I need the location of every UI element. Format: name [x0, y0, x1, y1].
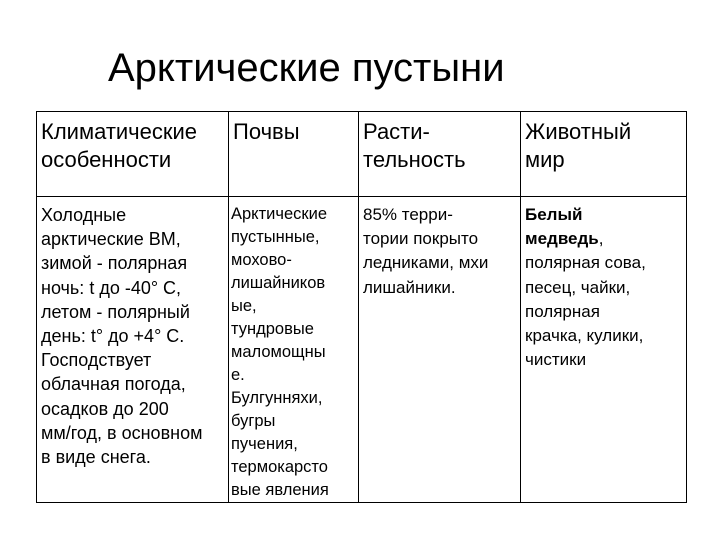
fauna-line: песец, чайки,	[525, 277, 631, 297]
soils-line: бугры	[231, 412, 276, 430]
header-climate-line: особенности	[41, 147, 172, 172]
climate-line: арктические ВМ,	[41, 229, 181, 250]
header-fauna	[521, 112, 687, 197]
cell-climate	[37, 197, 229, 503]
soils-line: Булгунняхи,	[231, 389, 323, 407]
header-soils-line: Почвы	[233, 119, 300, 144]
soils-line: пустынные,	[231, 228, 320, 246]
header-climate	[37, 112, 229, 197]
climate-line: осадков до 200	[41, 398, 169, 419]
climate-line: Холодные	[41, 205, 127, 225]
slide-title: Арктические пустыни	[108, 46, 505, 90]
soils-line: вые явления	[231, 481, 329, 499]
cell-fauna	[521, 197, 687, 503]
climate-line: мм/год, в основном	[41, 422, 203, 443]
soils-line: пучения,	[231, 435, 298, 453]
vegetation-line: тории покрыто	[363, 229, 479, 249]
header-fauna-line: Животный	[525, 119, 632, 144]
vegetation-line: 85% терри-	[363, 205, 453, 224]
header-vegetation-line: тельность	[363, 147, 466, 172]
soils-line: тундровые	[231, 320, 314, 338]
soils-line: ые,	[231, 297, 257, 315]
vegetation-line: лишайники.	[363, 277, 456, 297]
fauna-line-bear	[525, 227, 686, 251]
header-vegetation	[359, 112, 521, 197]
climate-line: в виде снега.	[41, 447, 151, 468]
soils-line: е.	[231, 366, 245, 384]
fauna-line: полярная сова,	[525, 253, 646, 273]
table-body-row	[37, 197, 687, 503]
fauna-line: полярная	[525, 301, 600, 321]
fauna-comma: ,	[598, 229, 604, 249]
arctic-desert-table	[36, 111, 687, 503]
soils-line: маломощны	[231, 343, 326, 361]
header-climate-line: Климатические	[41, 119, 198, 144]
soils-line: мохово-	[231, 251, 292, 269]
cell-vegetation	[359, 197, 521, 503]
fauna-bold-line: Белый	[525, 205, 583, 224]
soils-line: лишайников	[231, 274, 326, 292]
climate-line: Господствует	[41, 350, 152, 371]
climate-line: зимой - полярная	[41, 253, 188, 274]
climate-line: облачная погода,	[41, 374, 186, 395]
header-fauna-line: мир	[525, 147, 565, 172]
soils-line: термокарсто	[231, 458, 328, 476]
vegetation-line: ледниками, мхи	[363, 253, 489, 273]
climate-line: день: t° до +4° С.	[41, 326, 185, 347]
cell-soils	[229, 197, 359, 503]
soils-line: Арктические	[231, 205, 327, 223]
header-soils	[229, 112, 359, 197]
header-vegetation-line: Расти-	[363, 119, 430, 144]
table-header-row	[37, 112, 687, 197]
climate-line: ночь: t до -40° С,	[41, 277, 182, 298]
climate-line: летом - полярный	[41, 301, 190, 322]
fauna-line: крачка, кулики,	[525, 326, 644, 346]
fauna-line: чистики	[525, 350, 587, 370]
fauna-bold-word: медведь	[525, 229, 599, 249]
